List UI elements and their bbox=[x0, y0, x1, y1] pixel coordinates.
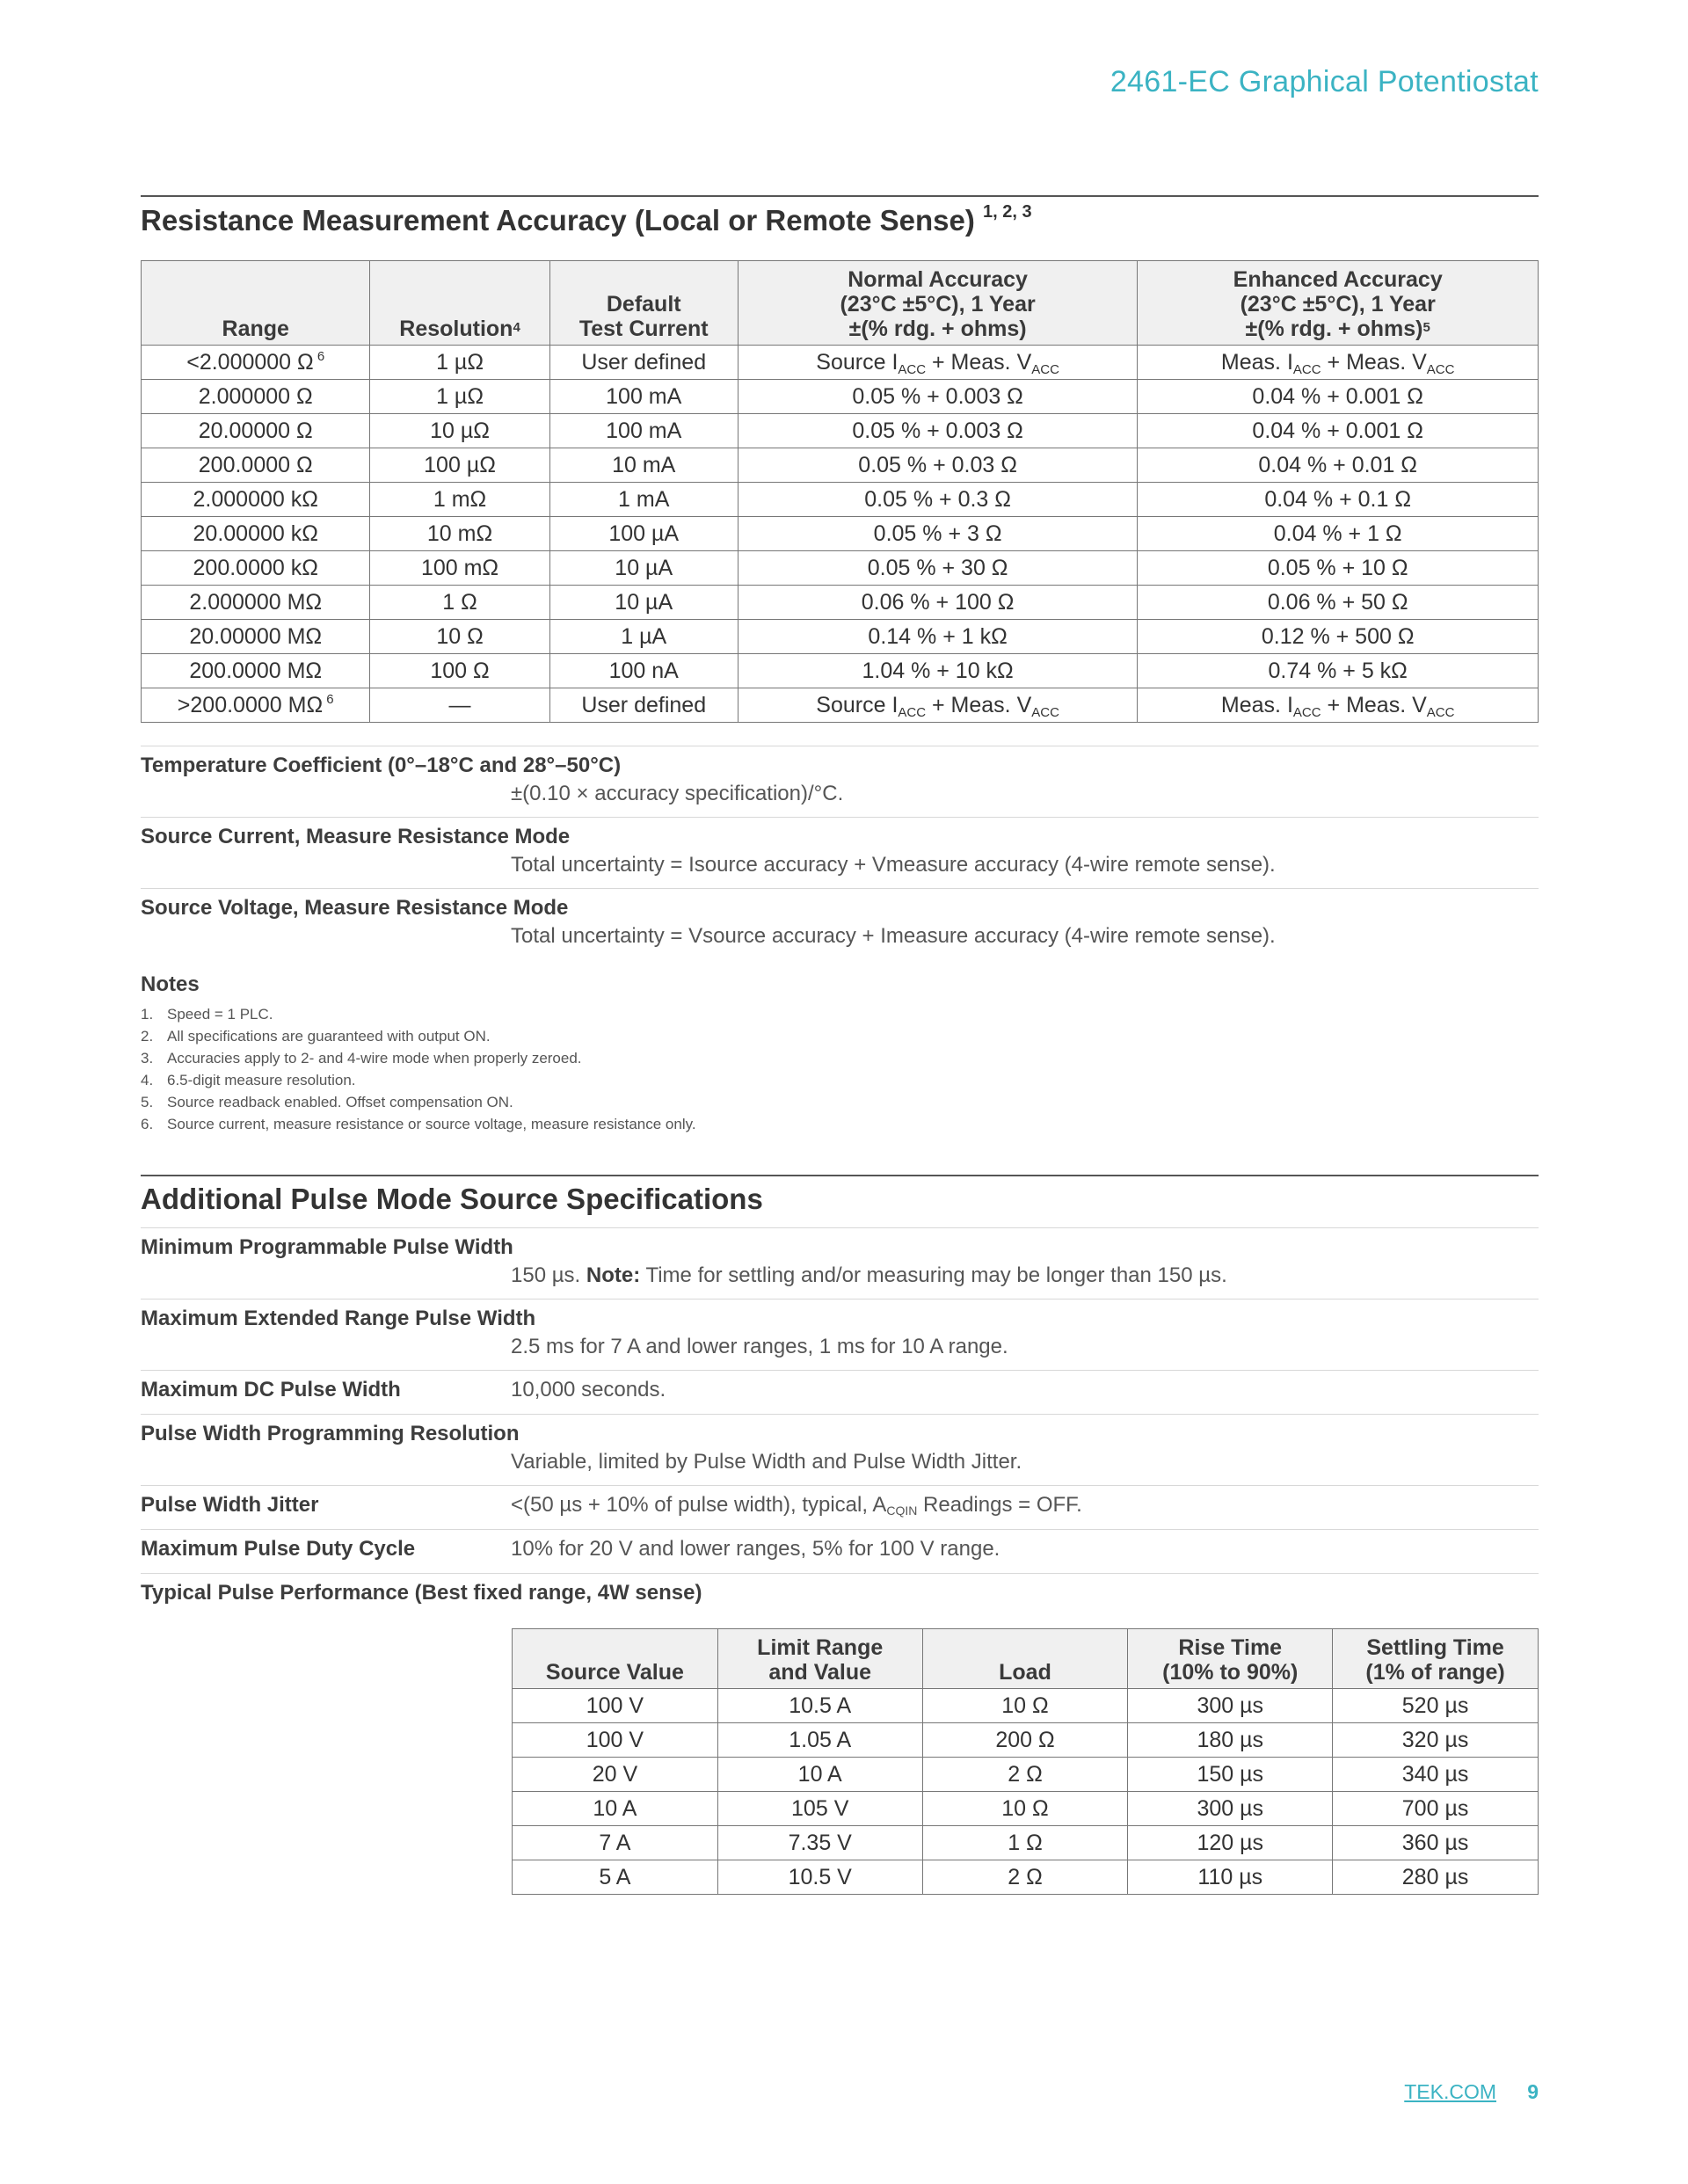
test-current-cell: User defined bbox=[549, 346, 738, 380]
spec-label: Maximum Extended Range Pulse Width bbox=[141, 1307, 536, 1330]
settling-time-cell: 700 µs bbox=[1333, 1792, 1539, 1826]
document-page bbox=[141, 0, 1539, 2184]
test-current-cell: 10 mA bbox=[549, 448, 738, 483]
pulse-section-title: Additional Pulse Mode Source Specifications bbox=[141, 1183, 763, 1215]
spec-value: Total uncertainty = Vsource accuracy + Imeasure accuracy (4-wire remote sense). bbox=[511, 924, 1276, 948]
source-value-cell: 100 V bbox=[513, 1723, 718, 1758]
column-header: Resolution$^4$ bbox=[370, 261, 549, 346]
rise-time-cell: 180 µs bbox=[1128, 1723, 1333, 1758]
footer-website-link[interactable]: TEK.COM bbox=[1404, 2080, 1496, 2103]
rise-time-cell: 150 µs bbox=[1128, 1758, 1333, 1792]
table-row bbox=[513, 1723, 1539, 1758]
range-cell: 200.0000 MΩ bbox=[142, 654, 370, 688]
range-cell: 20.00000 Ω bbox=[142, 414, 370, 448]
column-header: Normal Accuracy (23°C ±5°C), 1 Year ±(% rdg. + ohms) bbox=[738, 261, 1138, 346]
table-row bbox=[142, 586, 1539, 620]
spec-value: 2.5 ms for 7 A and lower ranges, 1 ms for 10 A range. bbox=[511, 1335, 1008, 1358]
normal-accuracy-cell: 0.05 % + 0.003 Ω bbox=[738, 380, 1138, 414]
resistance-accuracy-table bbox=[141, 260, 1539, 723]
note-text: Source readback enabled. Offset compensation ON. bbox=[167, 1094, 513, 1110]
spec-label: Source Voltage, Measure Resistance Mode bbox=[141, 896, 569, 920]
resolution-cell: 100 mΩ bbox=[370, 551, 549, 586]
subscript: ACC bbox=[1426, 361, 1455, 377]
enhanced-accuracy-cell: 0.04 % + 0.01 Ω bbox=[1138, 448, 1539, 483]
range-cell: 200.0000 kΩ bbox=[142, 551, 370, 586]
range-cell: 2.000000 kΩ bbox=[142, 483, 370, 517]
table-row bbox=[513, 1826, 1539, 1860]
subscript: ACC bbox=[1426, 704, 1455, 720]
note-text: Source current, measure resistance or source voltage, measure resistance only. bbox=[167, 1116, 696, 1132]
spec-value-text: <(50 µs + 10% of pulse width), typical, A bbox=[511, 1493, 887, 1517]
table-row bbox=[142, 483, 1539, 517]
enhanced-accuracy-cell: 0.06 % + 50 Ω bbox=[1138, 586, 1539, 620]
note-item bbox=[141, 1025, 696, 1047]
spec-value-text: 150 µs. bbox=[511, 1263, 581, 1287]
range-cell: 20.00000 MΩ bbox=[142, 620, 370, 654]
spec-label: Source Current, Measure Resistance Mode bbox=[141, 825, 571, 848]
footnote-ref: 4 bbox=[513, 320, 520, 335]
source-value-cell: 10 A bbox=[513, 1792, 718, 1826]
subscript: ACC bbox=[1292, 361, 1321, 377]
enhanced-accuracy-cell: Meas. $I_{ACC}$ + Meas. $V_{ACC}$ bbox=[1138, 688, 1539, 723]
column-header: Source Value bbox=[513, 1629, 718, 1689]
enhanced-accuracy-cell: 0.04 % + 1 Ω bbox=[1138, 517, 1539, 551]
note-number: 1. bbox=[141, 1006, 154, 1023]
table-row bbox=[142, 346, 1539, 380]
note-item bbox=[141, 1047, 696, 1069]
note-number: 6. bbox=[141, 1116, 154, 1132]
resistance-table-header bbox=[142, 261, 1539, 346]
spec-label: Pulse Width Programming Resolution bbox=[141, 1422, 520, 1445]
load-cell: 10 Ω bbox=[922, 1792, 1128, 1826]
normal-accuracy-cell: 0.05 % + 30 Ω bbox=[738, 551, 1138, 586]
spec-item bbox=[141, 888, 1539, 948]
footnote-ref: 5 bbox=[1422, 320, 1430, 335]
limit-range-cell: 1.05 A bbox=[717, 1723, 922, 1758]
column-header: Limit Range and Value bbox=[717, 1629, 922, 1689]
resolution-cell: 10 mΩ bbox=[370, 517, 549, 551]
note-number: 4. bbox=[141, 1072, 154, 1088]
resolution-cell: 10 Ω bbox=[370, 620, 549, 654]
limit-range-cell: 10 A bbox=[717, 1758, 922, 1792]
spec-item bbox=[141, 817, 1539, 877]
settling-time-cell: 320 µs bbox=[1333, 1723, 1539, 1758]
range-cell: <2.000000 Ω $^6$ bbox=[142, 346, 370, 380]
document-title: 2461-EC Graphical Potentiostat bbox=[1110, 65, 1539, 98]
test-current-cell: 10 µA bbox=[549, 551, 738, 586]
subscript: ACC bbox=[1031, 704, 1059, 720]
limit-range-cell: 10.5 V bbox=[717, 1860, 922, 1895]
note-item bbox=[141, 1113, 696, 1135]
table-row bbox=[142, 414, 1539, 448]
test-current-cell: 1 µA bbox=[549, 620, 738, 654]
spec-note-label: Note: bbox=[586, 1263, 641, 1287]
spec-min-pulse-width bbox=[141, 1227, 1539, 1287]
rise-time-cell: 300 µs bbox=[1128, 1689, 1333, 1723]
table-row bbox=[142, 551, 1539, 586]
source-value-cell: 20 V bbox=[513, 1758, 718, 1792]
range-cell: >200.0000 MΩ $^6$ bbox=[142, 688, 370, 723]
resolution-cell: — bbox=[370, 688, 549, 723]
test-current-cell: User defined bbox=[549, 688, 738, 723]
table-row bbox=[513, 1792, 1539, 1826]
column-header: Enhanced Accuracy (23°C ±5°C), 1 Year ±(% rdg. + ohms)$^5$ bbox=[1138, 261, 1539, 346]
source-value-cell: 100 V bbox=[513, 1689, 718, 1723]
enhanced-accuracy-cell: 0.04 % + 0.001 Ω bbox=[1138, 380, 1539, 414]
test-current-cell: 10 µA bbox=[549, 586, 738, 620]
normal-accuracy-cell: 0.05 % + 0.3 Ω bbox=[738, 483, 1138, 517]
resolution-cell: 100 Ω bbox=[370, 654, 549, 688]
note-item bbox=[141, 1003, 696, 1025]
note-text: Speed = 1 PLC. bbox=[167, 1006, 273, 1023]
normal-accuracy-cell: Source $I_{ACC}$ + Meas. $V_{ACC}$ bbox=[738, 346, 1138, 380]
rise-time-cell: 120 µs bbox=[1128, 1826, 1333, 1860]
load-cell: 2 Ω bbox=[922, 1758, 1128, 1792]
column-header: Settling Time (1% of range) bbox=[1333, 1629, 1539, 1689]
table-row bbox=[142, 620, 1539, 654]
note-number: 3. bbox=[141, 1050, 154, 1067]
normal-accuracy-cell: 0.05 % + 3 Ω bbox=[738, 517, 1138, 551]
resolution-cell: 1 µΩ bbox=[370, 346, 549, 380]
range-cell: 2.000000 Ω bbox=[142, 380, 370, 414]
spec-label: Pulse Width Jitter bbox=[141, 1493, 319, 1517]
load-cell: 1 Ω bbox=[922, 1826, 1128, 1860]
enhanced-accuracy-cell: 0.04 % + 0.001 Ω bbox=[1138, 414, 1539, 448]
load-cell: 2 Ω bbox=[922, 1860, 1128, 1895]
column-header: Load bbox=[922, 1629, 1128, 1689]
subscript: ACC bbox=[898, 361, 927, 377]
spec-pulse-width-jitter bbox=[141, 1485, 1539, 1518]
note-text: Accuracies apply to 2- and 4-wire mode when properly zeroed. bbox=[167, 1050, 582, 1067]
spec-label: Temperature Coefficient (0°–18°C and 28°–50°C) bbox=[141, 753, 622, 777]
subscript: ACC bbox=[1031, 361, 1059, 377]
rise-time-cell: 110 µs bbox=[1128, 1860, 1333, 1895]
section-divider bbox=[141, 195, 1539, 197]
spec-pulse-width-resolution bbox=[141, 1414, 1539, 1474]
settling-time-cell: 340 µs bbox=[1333, 1758, 1539, 1792]
column-header: Default Test Current bbox=[549, 261, 738, 346]
footnote-ref: 6 bbox=[313, 348, 325, 364]
spec-max-dc-pulse-width bbox=[141, 1370, 1539, 1401]
resistance-table-body bbox=[142, 346, 1539, 723]
resistance-section-title bbox=[141, 204, 1032, 237]
resolution-cell: 10 µΩ bbox=[370, 414, 549, 448]
enhanced-accuracy-cell: 0.74 % + 5 kΩ bbox=[1138, 654, 1539, 688]
settling-time-cell: 280 µs bbox=[1333, 1860, 1539, 1895]
range-cell: 20.00000 kΩ bbox=[142, 517, 370, 551]
table-row bbox=[142, 448, 1539, 483]
spec-value: 10,000 seconds. bbox=[511, 1378, 666, 1401]
spec-value: Total uncertainty = Isource accuracy + Vmeasure accuracy (4-wire remote sense). bbox=[511, 853, 1276, 877]
spec-value-subscript: CQIN bbox=[886, 1503, 918, 1518]
normal-accuracy-cell: 1.04 % + 10 kΩ bbox=[738, 654, 1138, 688]
enhanced-accuracy-cell: 0.12 % + 500 Ω bbox=[1138, 620, 1539, 654]
spec-label: Maximum Pulse Duty Cycle bbox=[141, 1537, 416, 1561]
spec-label: Minimum Programmable Pulse Width bbox=[141, 1235, 513, 1259]
resolution-cell: 1 mΩ bbox=[370, 483, 549, 517]
note-item bbox=[141, 1091, 696, 1113]
range-cell: 200.0000 Ω bbox=[142, 448, 370, 483]
resolution-cell: 1 µΩ bbox=[370, 380, 549, 414]
note-text: All specifications are guaranteed with output ON. bbox=[167, 1028, 491, 1045]
note-number: 2. bbox=[141, 1028, 154, 1045]
enhanced-accuracy-cell: 0.04 % + 0.1 Ω bbox=[1138, 483, 1539, 517]
note-item bbox=[141, 1069, 696, 1091]
test-current-cell: 1 mA bbox=[549, 483, 738, 517]
normal-accuracy-cell: 0.14 % + 1 kΩ bbox=[738, 620, 1138, 654]
normal-accuracy-cell: Source $I_{ACC}$ + Meas. $V_{ACC}$ bbox=[738, 688, 1138, 723]
pulse-performance-table bbox=[512, 1628, 1539, 1895]
normal-accuracy-cell: 0.05 % + 0.03 Ω bbox=[738, 448, 1138, 483]
note-text: 6.5-digit measure resolution. bbox=[167, 1072, 356, 1088]
spec-label: Typical Pulse Performance (Best fixed range, 4W sense) bbox=[141, 1581, 702, 1605]
spec-value-text: Time for settling and/or measuring may be longer than 150 µs. bbox=[645, 1263, 1227, 1287]
pulse-table-body bbox=[513, 1689, 1539, 1895]
spec-max-duty-cycle bbox=[141, 1529, 1539, 1561]
resistance-title-text: Resistance Measurement Accuracy (Local or Remote Sense) bbox=[141, 204, 975, 237]
spec-label: Maximum DC Pulse Width bbox=[141, 1378, 401, 1401]
resolution-cell: 1 Ω bbox=[370, 586, 549, 620]
table-row bbox=[513, 1860, 1539, 1895]
range-cell: 2.000000 MΩ bbox=[142, 586, 370, 620]
footnote-ref: 6 bbox=[323, 691, 334, 707]
source-value-cell: 7 A bbox=[513, 1826, 718, 1860]
spec-value bbox=[511, 1263, 1227, 1288]
limit-range-cell: 105 V bbox=[717, 1792, 922, 1826]
spec-typical-pulse-performance bbox=[141, 1573, 1539, 1605]
settling-time-cell: 360 µs bbox=[1333, 1826, 1539, 1860]
settling-time-cell: 520 µs bbox=[1333, 1689, 1539, 1723]
resolution-cell: 100 µΩ bbox=[370, 448, 549, 483]
column-header: Rise Time (10% to 90%) bbox=[1128, 1629, 1333, 1689]
spec-value bbox=[511, 1493, 1082, 1518]
limit-range-cell: 7.35 V bbox=[717, 1826, 922, 1860]
source-value-cell: 5 A bbox=[513, 1860, 718, 1895]
table-row bbox=[513, 1689, 1539, 1723]
footer-page-number: 9 bbox=[1527, 2080, 1539, 2103]
subscript: ACC bbox=[1292, 704, 1321, 720]
table-row bbox=[142, 654, 1539, 688]
spec-value: ±(0.10 × accuracy specification)/°C. bbox=[511, 782, 844, 805]
enhanced-accuracy-cell: Meas. $I_{ACC}$ + Meas. $V_{ACC}$ bbox=[1138, 346, 1539, 380]
spec-value-text: Readings = OFF. bbox=[917, 1493, 1082, 1517]
pulse-table-header bbox=[513, 1629, 1539, 1689]
normal-accuracy-cell: 0.06 % + 100 Ω bbox=[738, 586, 1138, 620]
spec-value: 10% for 20 V and lower ranges, 5% for 100 V range. bbox=[511, 1537, 1000, 1561]
enhanced-accuracy-cell: 0.05 % + 10 Ω bbox=[1138, 551, 1539, 586]
subscript: ACC bbox=[898, 704, 927, 720]
load-cell: 200 Ω bbox=[922, 1723, 1128, 1758]
column-header: Range bbox=[142, 261, 370, 346]
spec-value: Variable, limited by Pulse Width and Pulse Width Jitter. bbox=[511, 1450, 1022, 1474]
section-divider bbox=[141, 1175, 1539, 1176]
normal-accuracy-cell: 0.05 % + 0.003 Ω bbox=[738, 414, 1138, 448]
test-current-cell: 100 µA bbox=[549, 517, 738, 551]
note-number: 5. bbox=[141, 1094, 154, 1110]
rise-time-cell: 300 µs bbox=[1128, 1792, 1333, 1826]
table-row bbox=[142, 688, 1539, 723]
limit-range-cell: 10.5 A bbox=[717, 1689, 922, 1723]
test-current-cell: 100 mA bbox=[549, 414, 738, 448]
notes-title: Notes bbox=[141, 972, 200, 996]
resistance-title-footnotes: 1, 2, 3 bbox=[983, 202, 1032, 222]
table-row bbox=[513, 1758, 1539, 1792]
test-current-cell: 100 nA bbox=[549, 654, 738, 688]
test-current-cell: 100 mA bbox=[549, 380, 738, 414]
load-cell: 10 Ω bbox=[922, 1689, 1128, 1723]
notes-list bbox=[141, 1003, 696, 1135]
table-row bbox=[142, 380, 1539, 414]
table-row bbox=[142, 517, 1539, 551]
